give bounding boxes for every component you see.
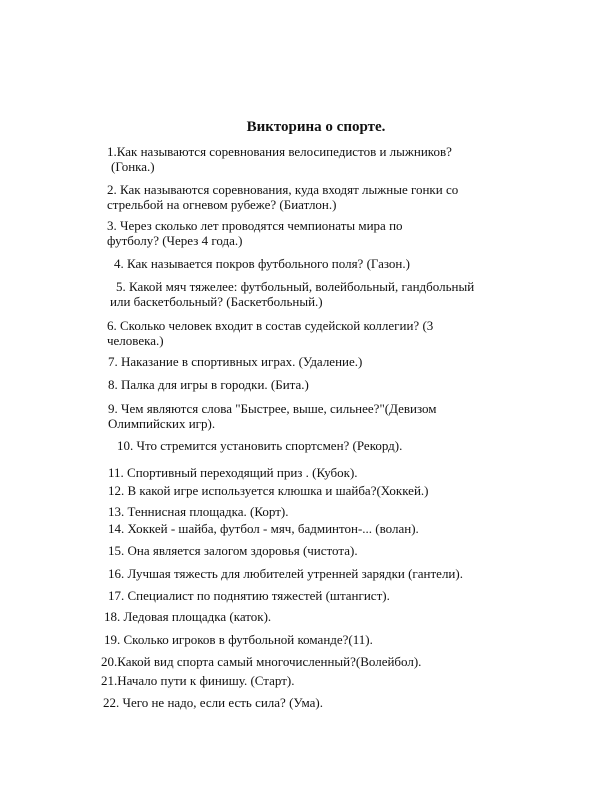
quiz-item-16 bbox=[108, 566, 463, 581]
quiz-item-line: 11. Спортивный переходящий приз . (Кубок). bbox=[108, 465, 358, 480]
quiz-item-line: 17. Специалист по поднятию тяжестей (штангист). bbox=[108, 588, 390, 603]
quiz-item-line: стрельбой на огневом рубеже? (Биатлон.) bbox=[107, 197, 337, 212]
quiz-item-13 bbox=[108, 504, 288, 519]
quiz-item-line: 1.Как называются соревнования велосипедистов и лыжников? bbox=[107, 144, 452, 159]
quiz-item-line: 7. Наказание в спортивных играх. (Удаление.) bbox=[108, 354, 363, 369]
quiz-item-15 bbox=[108, 543, 358, 558]
quiz-item-8 bbox=[108, 377, 309, 392]
quiz-item-17 bbox=[108, 588, 390, 603]
quiz-item-9 bbox=[108, 401, 437, 431]
quiz-item-line: 15. Она является залогом здоровья (чистота). bbox=[108, 543, 358, 558]
quiz-item-2 bbox=[107, 182, 458, 212]
quiz-item-line: 2. Как называются соревнования, куда входят лыжные гонки со bbox=[107, 182, 459, 197]
quiz-item-line: 16. Лучшая тяжесть для любителей утренней зарядки (гантели). bbox=[108, 566, 463, 581]
quiz-item-line: 14. Хоккей - шайба, футбол - мяч, бадминтон-... (волан). bbox=[108, 521, 419, 536]
quiz-item-14 bbox=[108, 521, 419, 536]
quiz-item-line: или баскетбольный? (Баскетбольный.) bbox=[110, 294, 323, 309]
quiz-item-line: 20.Какой вид спорта самый многочисленный?(Волейбол). bbox=[101, 654, 422, 669]
quiz-item-4 bbox=[114, 256, 410, 271]
quiz-item-line: человека.) bbox=[107, 333, 164, 348]
quiz-item-line: 18. Ледовая площадка (каток). bbox=[104, 609, 272, 624]
quiz-item-1 bbox=[107, 144, 452, 174]
quiz-item-21 bbox=[101, 673, 295, 688]
quiz-item-line: 9. Чем являются слова "Быстрее, выше, сильнее?"(Девизом bbox=[108, 401, 437, 416]
quiz-item-3 bbox=[107, 218, 403, 248]
quiz-item-line: 22. Чего не надо, если есть сила? (Ума). bbox=[103, 695, 323, 710]
quiz-item-12 bbox=[108, 483, 429, 498]
quiz-item-line: 8. Палка для игры в городки. (Бита.) bbox=[108, 377, 309, 392]
quiz-item-line: (Гонка.) bbox=[111, 159, 155, 174]
quiz-item-11 bbox=[108, 465, 358, 480]
quiz-item-line: 6. Сколько человек входит в состав судейской коллегии? (3 bbox=[107, 318, 434, 333]
quiz-item-line: 21.Начало пути к финишу. (Старт). bbox=[101, 673, 295, 688]
quiz-item-18 bbox=[104, 609, 271, 624]
quiz-item-20 bbox=[101, 654, 421, 669]
quiz-item-22 bbox=[103, 695, 323, 710]
quiz-item-line: 4. Как называется покров футбольного поля? (Газон.) bbox=[114, 256, 410, 271]
quiz-item-6 bbox=[107, 318, 433, 348]
quiz-item-line: Олимпийских игр). bbox=[108, 416, 216, 431]
quiz-item-10 bbox=[117, 438, 402, 453]
quiz-item-5 bbox=[110, 279, 474, 309]
quiz-item-line: 12. В какой игре используется клюшка и шайба?(Хоккей.) bbox=[108, 483, 429, 498]
quiz-item-7 bbox=[108, 354, 362, 369]
quiz-item-line: 19. Сколько игроков в футбольной команде?(11). bbox=[104, 632, 373, 647]
quiz-item-19 bbox=[104, 632, 373, 647]
quiz-item-line: 5. Какой мяч тяжелее: футбольный, волейбольный, гандбольный bbox=[116, 279, 475, 294]
quiz-item-line: 3. Через сколько лет проводятся чемпионаты мира по bbox=[107, 218, 403, 233]
quiz-item-line: 10. Что стремится установить спортсмен? (Рекорд). bbox=[117, 438, 403, 453]
quiz-item-line: футболу? (Через 4 года.) bbox=[107, 233, 243, 248]
quiz-item-line: 13. Теннисная площадка. (Корт). bbox=[108, 504, 289, 519]
page-title: Викторина о спорте. bbox=[246, 119, 386, 135]
